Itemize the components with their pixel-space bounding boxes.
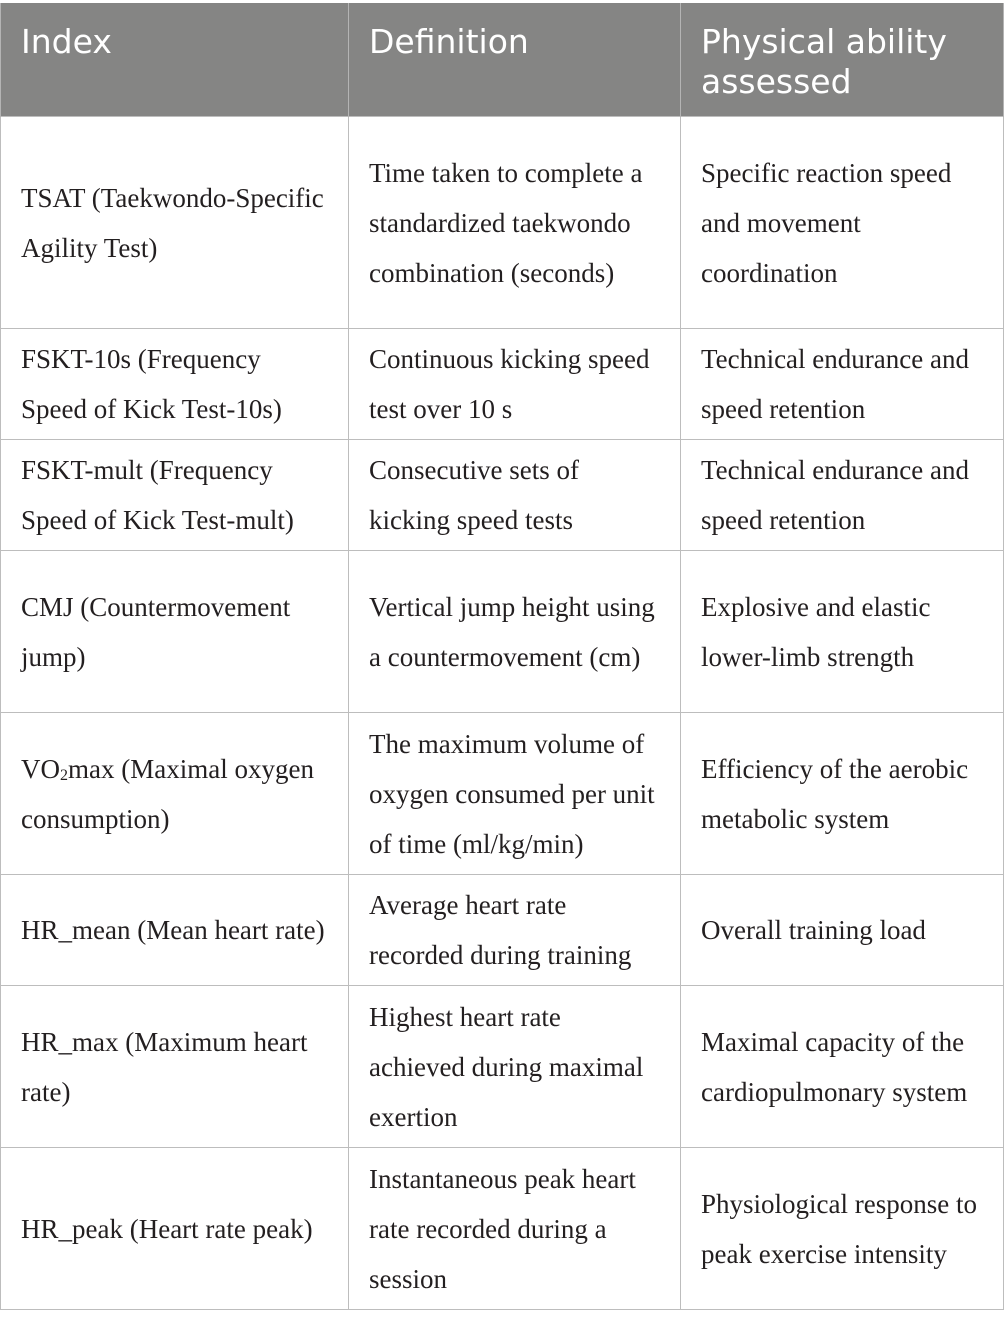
definitions-table: [0, 3, 1004, 1310]
cell-definition: Consecutive sets of kicking speed tests: [349, 440, 681, 551]
cell-index: HR_mean (Mean heart rate): [1, 875, 349, 986]
cell-definition: Vertical jump height using a countermovement (cm): [349, 551, 681, 713]
header-definition: Definition: [349, 3, 681, 117]
cell-ability: Maximal capacity of the cardiopulmonary system: [681, 986, 1004, 1148]
table-row: [1, 117, 1004, 329]
index-prefix: VO: [21, 753, 60, 784]
cell-index: HR_max (Maximum heart rate): [1, 986, 349, 1148]
header-row: [1, 3, 1004, 117]
cell-index: FSKT-10s (Frequency Speed of Kick Test-10s): [1, 329, 349, 440]
table-row: [1, 1148, 1004, 1310]
table-row: [1, 875, 1004, 986]
cell-index: FSKT-mult (Frequency Speed of Kick Test-mult): [1, 440, 349, 551]
cell-definition: Highest heart rate achieved during maximal exertion: [349, 986, 681, 1148]
cell-ability: Technical endurance and speed retention: [681, 329, 1004, 440]
cell-index: CMJ (Countermovement jump): [1, 551, 349, 713]
header-physical-ability: Physical ability assessed: [681, 3, 1004, 117]
cell-ability: Explosive and elastic lower-limb strength: [681, 551, 1004, 713]
table-row: [1, 440, 1004, 551]
cell-index: HR_peak (Heart rate peak): [1, 1148, 349, 1310]
header-index: Index: [1, 3, 349, 117]
cell-ability: Physiological response to peak exercise intensity: [681, 1148, 1004, 1310]
cell-ability: Efficiency of the aerobic metabolic system: [681, 713, 1004, 875]
cell-definition: Continuous kicking speed test over 10 s: [349, 329, 681, 440]
table-row: [1, 551, 1004, 713]
index-suffix: max (Maximal oxygen consumption): [21, 753, 314, 834]
table-row: [1, 986, 1004, 1148]
table-row: [1, 329, 1004, 440]
cell-index: TSAT (Taekwondo-Specific Agility Test): [1, 117, 349, 329]
cell-definition: Time taken to complete a standardized taekwondo combination (seconds): [349, 117, 681, 329]
cell-ability: Overall training load: [681, 875, 1004, 986]
cell-ability: Specific reaction speed and movement coordination: [681, 117, 1004, 329]
table-row: [1, 713, 1004, 875]
cell-index: [1, 713, 349, 875]
index-subscript: 2: [60, 766, 68, 784]
cell-definition: The maximum volume of oxygen consumed per unit of time (ml/kg/min): [349, 713, 681, 875]
cell-definition: Instantaneous peak heart rate recorded during a session: [349, 1148, 681, 1310]
cell-ability: Technical endurance and speed retention: [681, 440, 1004, 551]
cell-definition: Average heart rate recorded during training: [349, 875, 681, 986]
